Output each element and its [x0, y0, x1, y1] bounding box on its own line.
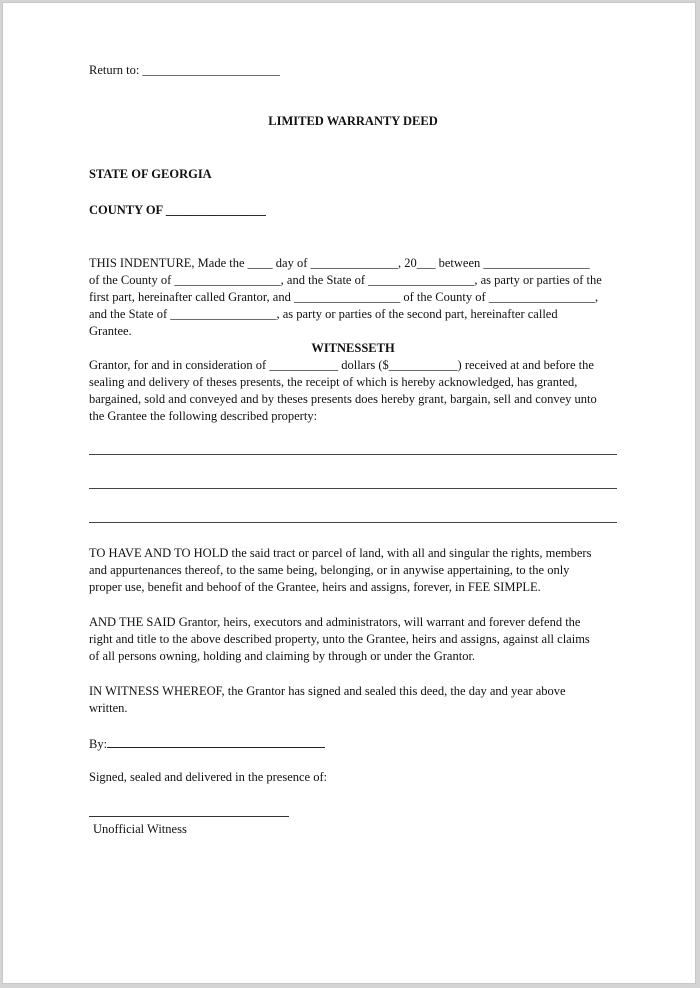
property-description-line-2: [89, 488, 617, 489]
signed-sealed-text: Signed, sealed and delivered in the presence of:: [89, 770, 328, 784]
witnesseth-heading: WITNESSETH: [311, 341, 395, 355]
indenture-line-5: Grantee.: [89, 324, 132, 338]
warranty-line-2: right and title to the above described property, unto the Grantee, heirs and assigns, against all claims: [89, 632, 590, 646]
document-title: LIMITED WARRANTY DEED: [268, 114, 438, 128]
by-signature-line: [89, 736, 325, 753]
state-heading: STATE OF GEORGIA: [89, 167, 212, 181]
in-witness-line-1: IN WITNESS WHEREOF, the Grantor has signed and sealed this deed, the day and year above: [89, 684, 566, 698]
witness-signature-line[interactable]: [89, 816, 289, 817]
witnesseth-line-4: the Grantee the following described property:: [89, 409, 318, 423]
warranty-line-3: of all persons owning, holding and claiming by through or under the Grantor.: [89, 649, 476, 663]
indenture-line-3: first part, hereinafter called Grantor, and _________________ of the County of _________________,: [89, 290, 599, 304]
indenture-line-1: THIS INDENTURE, Made the ____ day of ______________, 20___ between _________________: [89, 256, 590, 270]
witnesseth-line-2: sealing and delivery of theses presents, the receipt of which is hereby acknowledged, has granted,: [89, 375, 578, 389]
by-label: By:: [89, 737, 108, 751]
property-description-line-1: [89, 454, 617, 455]
habendum-line-3: proper use, benefit and behoof of the Grantee, heirs and assigns, forever, in FEE SIMPLE.: [89, 580, 541, 594]
habendum-line-2: and appurtenances thereof, to the same being, belonging, or in anywise appertaining, to the only: [89, 563, 570, 577]
property-description-line-3: [89, 522, 617, 523]
indenture-line-2: of the County of _________________, and the State of _________________, as party or parties of the: [89, 273, 602, 287]
witnesseth-line-1: Grantor, for and in consideration of ___________ dollars ($___________) received at and before the: [89, 358, 594, 372]
warranty-line-1: AND THE SAID Grantor, heirs, executors and administrators, will warrant and forever defend the: [89, 615, 581, 629]
witness-label: Unofficial Witness: [93, 822, 187, 836]
county-heading: COUNTY OF ________________: [89, 203, 266, 217]
habendum-line-1: TO HAVE AND TO HOLD the said tract or parcel of land, with all and singular the rights, members: [89, 546, 592, 560]
in-witness-line-2: written.: [89, 701, 128, 715]
witnesseth-line-3: bargained, sold and conveyed and by theses presents does hereby grant, bargain, sell and convey unto: [89, 392, 597, 406]
by-signature-blank[interactable]: [107, 736, 325, 748]
indenture-line-4: and the State of _________________, as party or parties of the second part, hereinafter called: [89, 307, 558, 321]
document-page: [2, 2, 696, 984]
return-to-line: Return to: ______________________: [89, 63, 280, 77]
